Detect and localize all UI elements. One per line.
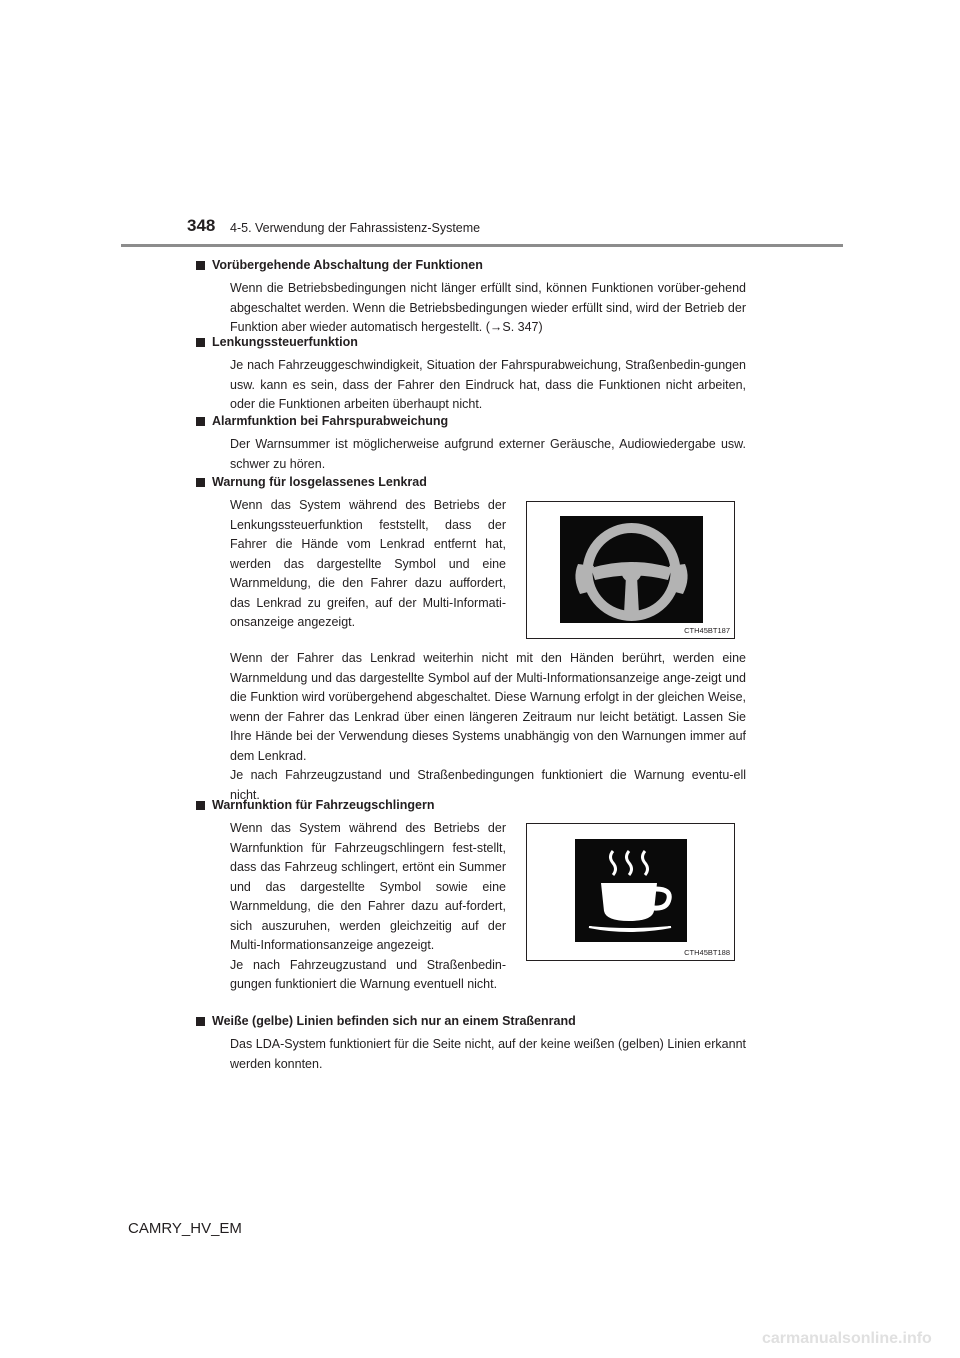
footer-code: CAMRY_HV_EM <box>128 1220 242 1237</box>
page-number: 348 <box>187 216 216 235</box>
figure-code: CTH45BT187 <box>684 626 730 635</box>
section-body: Das LDA-System funktioniert für die Seite nicht, auf der keine weißen (gelben) Linien erkannt werden konnten. <box>230 1037 746 1071</box>
figure-coffee-cup <box>526 823 735 961</box>
section-heading: Vorübergehende Abschaltung der Funktionen <box>196 256 746 275</box>
bullet-icon <box>196 801 205 810</box>
section-body-side: Wenn das System während des Betriebs der Warnfunktion für Fahrzeugschlingern fest-stellt, dass das Fahrzeug schlingert, ertönt ein Summer und das dargestellte Symbol sowie eine Warnmeldung, die den Fahrer dazu auf-fordert, sich auszuruhen, werden gleichzeitig auf der Multi-Informationsanzeige angezeigt. <box>230 821 506 952</box>
watermark: carmanualsonline.info <box>762 1330 932 1347</box>
header-rule <box>121 244 843 247</box>
section-body-side: Je nach Fahrzeugzustand und Straßenbedin-gungen funktioniert die Warnung eventuell nicht. <box>230 957 506 991</box>
coffee-cup-icon <box>575 839 687 942</box>
bullet-icon <box>196 417 205 426</box>
section-heading: Lenkungssteuerfunktion <box>196 333 746 352</box>
section-heading: Warnfunktion für Fahrzeugschlingern <box>196 796 746 815</box>
chapter-title: 4-5. Verwendung der Fahrassistenz-Systeme <box>230 221 481 235</box>
section-body: Wenn die Betriebsbedingungen nicht länger erfüllt sind, können Funktionen vorüber-gehend abgeschaltet werden. Wenn die Betriebsbedingungen wieder erfüllt sind, wird der Betrieb der Funktion aber wieder automatisch hergestellt. (→S. 347) <box>230 281 746 334</box>
section-heading: Weiße (gelbe) Linien befinden sich nur an einem Straßenrand <box>196 1012 746 1031</box>
section-hands-off-continued <box>212 649 746 805</box>
section-body: Je nach Fahrzeugzustand und Straßenbedingungen funktioniert die Warnung eventu-ell nicht. <box>230 768 746 802</box>
section-lines-one-side <box>212 1012 746 1074</box>
section-body: Je nach Fahrzeuggeschwindigkeit, Situation der Fahrspurabweichung, Straßenbedin-gungen usw. kann es sein, dass der Fahrer den Eindruck hat, dass die Funktionen nicht arbeiten, oder die Funktionen arbeiten überhaupt nicht. <box>230 358 746 411</box>
section-lane-departure-alert <box>212 412 746 474</box>
bullet-icon <box>196 261 205 270</box>
section-body: Der Warnsummer ist möglicherweise aufgrund externer Geräusche, Audiowiedergabe usw. schwer zu hören. <box>230 437 746 471</box>
section-body-side: Wenn das System während des Betriebs der Lenkungssteuerfunktion feststellt, dass der Fahrer die Hände vom Lenkrad entfernt hat, werden das dargestellte Symbol und eine Warnmeldung, die den Fahrer dazu auffordert, das Lenkrad zu greifen, auf der Multi-Informati-onsanzeige angezeigt. <box>230 498 506 629</box>
display-panel <box>575 839 687 942</box>
section-heading: Alarmfunktion bei Fahrspurabweichung <box>196 412 746 431</box>
bullet-icon <box>196 478 205 487</box>
section-temporary-deactivation <box>212 256 746 338</box>
bullet-icon <box>196 1017 205 1026</box>
section-body: Wenn der Fahrer das Lenkrad weiterhin nicht mit den Händen berührt, werden eine Warnmeldung und das dargestellte Symbol auf der Multi-Informationsanzeige ange-zeigt und die Funktion wird vorübergehend abgeschaltet. Diese Warnung erfolgt in der gleichen Weise, wenn der Fahrer das Lenkrad über einen längeren Zeitraum nur leicht betätigt. Lassen Sie Ihre Hände bei der Verwendung dieses Systems unabhängig von den Warnungen immer auf dem Lenkrad. <box>230 651 746 763</box>
section-steering-control <box>212 333 746 415</box>
section-heading: Warnung für losgelassenes Lenkrad <box>196 473 746 492</box>
display-panel <box>560 516 703 623</box>
steering-wheel-hands-off-icon <box>560 516 703 623</box>
bullet-icon <box>196 338 205 347</box>
figure-code: CTH45BT188 <box>684 948 730 957</box>
figure-steering-wheel <box>526 501 735 639</box>
